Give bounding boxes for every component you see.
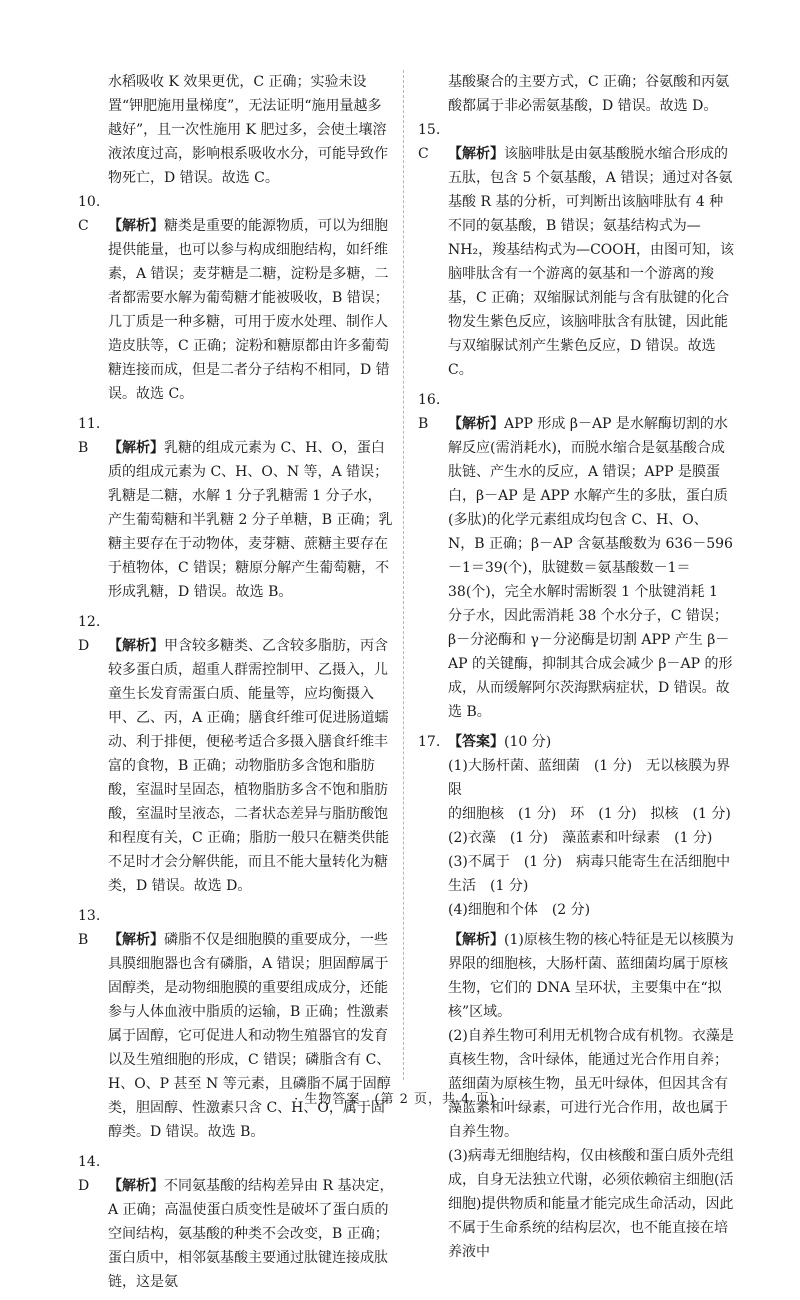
q10-number: 10. C (78, 194, 101, 234)
q17-explanation-1-text: (1)原核生物的核心特征是无以核膜为界限的细胞核，大肠杆菌、蓝细菌均属于原核生物，它们的 DNA 呈环状，主要集中在“拟核”区域。 (448, 932, 734, 1020)
q16-text: APP 形成 β－AP 是水解酶切割的水解反应(需消耗水)，而脱水缩合是氨基酸合成肽链、产生水的反应，A 错误；APP 是膜蛋白，β－AP 是 APP 水解产生的多肽，蛋白质(多肽)的化学元素组成均包含 C、H、O、N，B 正确；β－AP 含氨基酸数为 636－596－1＝39(个)，肽键数＝氨基酸数－1＝38(个)，完全水解时需断裂 1 个肽键消耗 1 分子水，因此需消耗 38 个水分子，C 错误；β－分泌酶和 γ－分泌酶是切割 APP 产生 β－AP 的关键酶，抑制其合成会减少 β－AP 的形成，从而缓解阿尔茨海默病症状，D 错误。故选 B。 (448, 416, 733, 720)
q14-explanation (78, 1150, 394, 1294)
column-divider (403, 70, 404, 1080)
right-column (418, 70, 734, 1264)
q17-explanation-2: (2)自养生物可利用无机物合成有机物。衣藻是真核生物，含叶绿体，能通过光合作用自养；蓝细菌为原核生物，虽无叶绿体，但因其含有藻蓝素和叶绿素，可进行光合作用，故也属于自养生物。 (448, 1028, 734, 1140)
q11-number: 11. B (78, 416, 101, 456)
q10-explanation (78, 190, 394, 406)
q14-number: 14. D (78, 1154, 101, 1194)
left-column (78, 70, 394, 1300)
q17-score: (10 分) (504, 734, 552, 750)
q17-answer-4: (4)细胞和个体 (2 分) (448, 902, 591, 918)
q14-tag: 【解析】 (108, 1178, 164, 1194)
q13-text: 磷脂不仅是细胞膜的重要成分，一些具膜细胞器也含有磷脂，A 错误；胆固醇属于固醇类，是动物细胞膜的重要组成成分，还能参与人体血液中脂质的运输，B 正确；性激素属于固醇，它可促进人和动物生殖器官的发育以及生殖细胞的形成，C 错误；磷脂含有 C、H、O、P 甚至 N 等元素，且磷脂不属于固醇类，胆固醇、性激素只含 C、H、O，属于固醇类。D 错误。故选 B。 (108, 932, 391, 1140)
q17-block (418, 730, 734, 1264)
q17-explanation-3: (3)病毒无细胞结构，仅由核酸和蛋白质外壳组成，自身无法独立代谢，必须依赖宿主细胞(活细胞)提供物质和能量才能完成生命活动，因此不属于生命系统的结构层次，也不能直接在培养液中 (448, 1148, 734, 1260)
q12-tag: 【解析】 (108, 638, 164, 654)
page-footer: · 生物答案 (第 2 页，共 4 页) · (294, 1092, 506, 1107)
q9-continuation: 水稻吸收 K 效果更优，C 正确；实验未设置“钾肥施用量梯度”，无法证明“施用量越多越好”，且一次性施用 K 肥过多，会使土壤溶液浓度过高，影响根系吸收水分，可能导致作物死亡，D 错误。故选 C。 (108, 74, 388, 186)
q17-answer-1a: (1)大肠杆菌、蓝细菌 (1 分) 无以核膜为界限 (448, 758, 731, 798)
q11-tag: 【解析】 (108, 440, 164, 456)
q17-answer-2: (2)衣藻 (1 分) 藻蓝素和叶绿素 (1 分) (448, 830, 713, 846)
q17-answer-3a: (3)不属于 (1 分) 病毒只能寄生在活细胞中 (448, 854, 731, 870)
q13-explanation (78, 904, 394, 1144)
q10-text: 糖类是重要的能源物质，可以为细胞提供能量，也可以参与构成细胞结构，如纤维素，A 错误；麦芽糖是二糖，淀粉是多糖，二者都需要水解为葡萄糖才能被吸收，B 错误；几丁质是一种多糖，可用于废水处理、制作人造皮肤等，C 正确；淀粉和糖原都由许多葡萄糖连接而成，但是二者分子结构不相同，D 错误。故选 C。 (108, 218, 390, 402)
q14-continuation: 基酸聚合的主要方式，C 正确；谷氨酸和丙氨酸都属于非必需氨基酸，D 错误。故选 D。 (448, 74, 730, 114)
q11-text: 乳糖的组成元素为 C、H、O，蛋白质的组成元素为 C、H、O、N 等，A 错误；乳糖是二糖，水解 1 分子乳糖需 1 分子水，产生葡萄糖和半乳糖 2 分子单糖，B 正确；乳糖主要存在于动物体，麦芽糖、蔗糖主要存在于植物体，C 错误；糖原分解产生葡萄糖，不形成乳糖，D 错误。故选 B。 (108, 440, 393, 600)
q15-text: 该脑啡肽是由氨基酸脱水缩合形成的五肽，包含 5 个氨基酸，A 错误；通过对各氨基酸 R 基的分析，可判断出该脑啡肽有 4 种不同的氨基酸，B 错误；氨基结构式为—NH₂，羧基结构式为—COOH，由图可知，该脑啡肽含有一个游离的氨基和一个游离的羧基，C 正确；双缩脲试剂能与含有肽键的化合物发生紫色反应，该脑啡肽含有肽键，因此能与双缩脲试剂产生紫色反应，D 错误。故选 C。 (448, 146, 734, 378)
q12-explanation (78, 610, 394, 898)
q11-explanation (78, 412, 394, 604)
q16-number: 16. B (418, 392, 441, 432)
q16-explanation (418, 388, 734, 724)
q12-number: 12. D (78, 614, 101, 654)
q15-number: 15. C (418, 122, 441, 162)
q14-text: 不同氨基酸的结构差异由 R 基决定，A 正确；高温使蛋白质变性是破坏了蛋白质的空间结构，氨基酸的种类不会改变，B 正确；蛋白质中，相邻氨基酸主要通过肽键连接成肽链，这是氨 (108, 1178, 394, 1290)
q10-tag: 【解析】 (108, 218, 164, 234)
q16-tag: 【解析】 (448, 416, 504, 432)
q17-answer-tag: 【答案】 (448, 734, 504, 750)
q17-answer-header (418, 730, 734, 754)
q17-explanation-1 (418, 928, 734, 1024)
q17-answer-3b: 生活 (1 分) (448, 878, 529, 894)
q12-text: 甲含较多糖类、乙含较多脂肪，丙含较多蛋白质，超重人群需控制甲、乙摄入，儿童生长发育需蛋白质、能量等，应均衡摄入甲、乙、丙，A 正确；膳食纤维可促进肠道蠕动、利于排便，便秘考适合多摄入膳食纤维丰富的食物，B 正确；动物脂肪多含饱和脂肪酸，室温时呈固态，植物脂肪多含不饱和脂肪酸，室温时呈液态，二者状态差异与脂肪酸饱和程度有关，C 正确；脂肪一般只在糖类供能不足时才会分解供能，而且不能大量转化为糖类，D 错误。故选 D。 (108, 638, 390, 894)
q13-number: 13. B (78, 908, 101, 948)
q17-explanation-tag: 【解析】 (448, 932, 504, 948)
q17-answer-1b: 的细胞核 (1 分) 环 (1 分) 拟核 (1 分) (448, 806, 731, 822)
q17-number: 17. (418, 734, 441, 750)
q15-explanation (418, 118, 734, 382)
q15-tag: 【解析】 (448, 146, 504, 162)
q13-tag: 【解析】 (108, 932, 164, 948)
